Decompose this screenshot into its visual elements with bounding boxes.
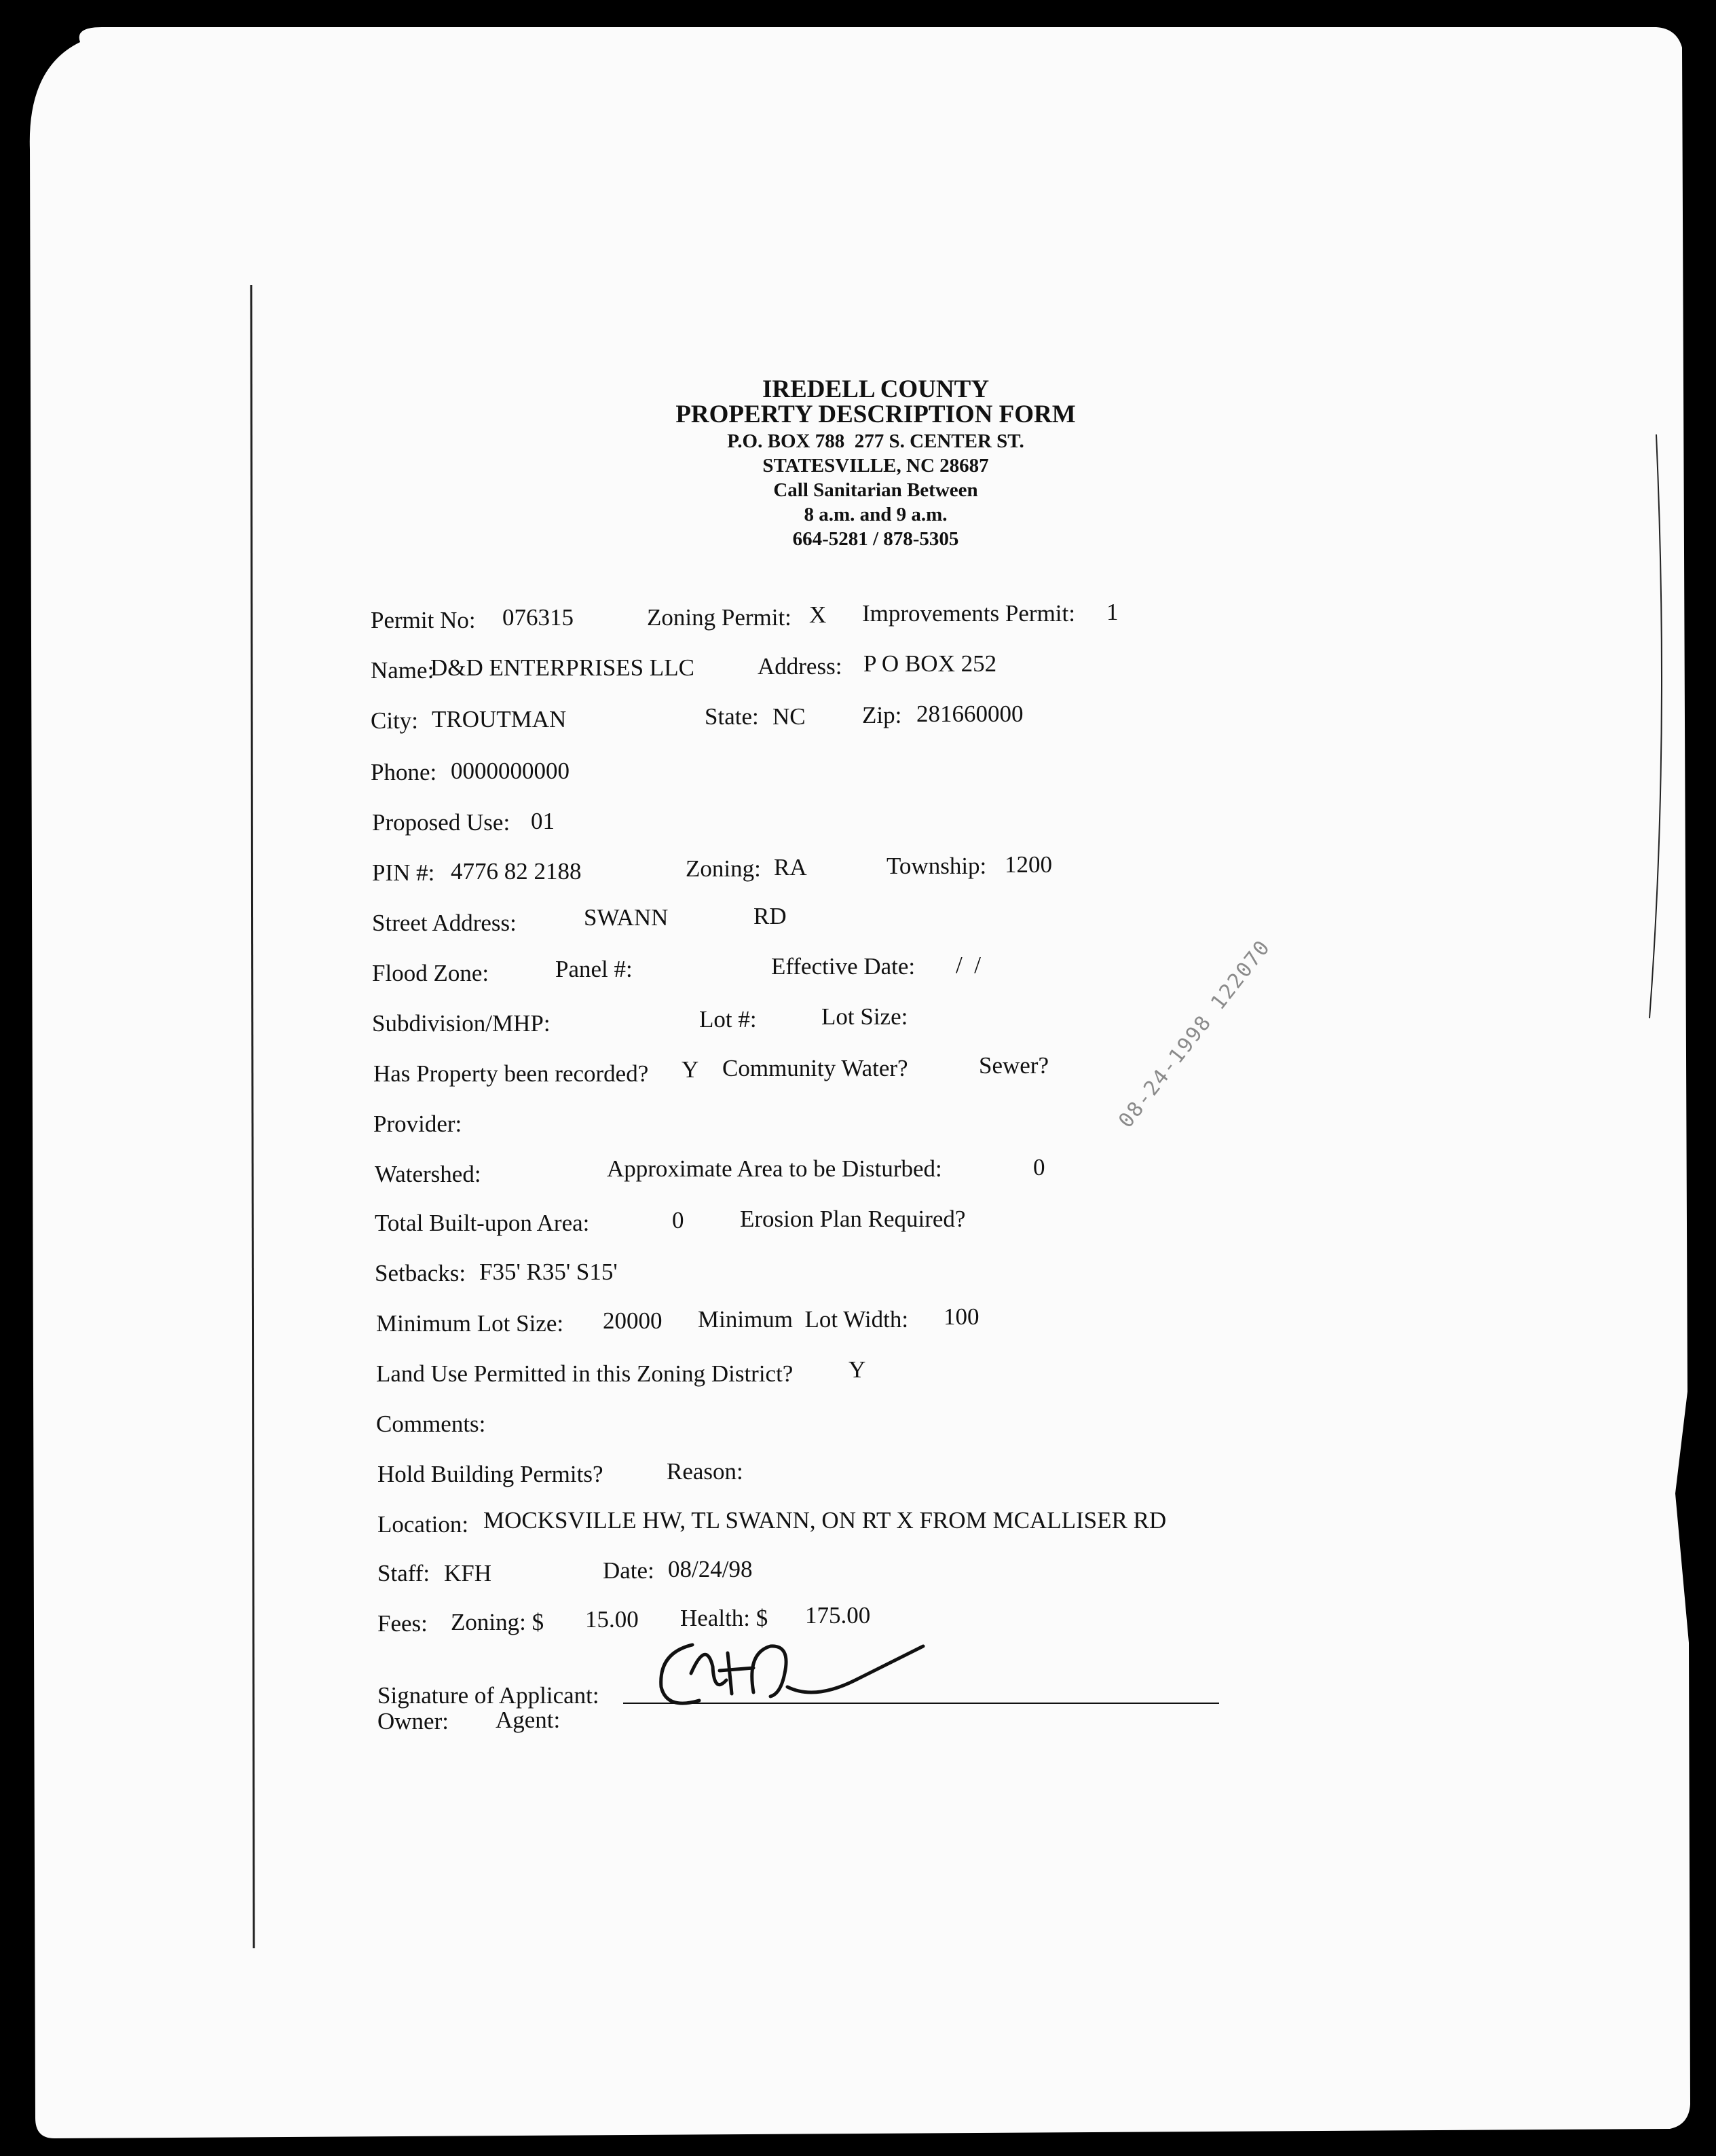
zoning-permit-label: Zoning Permit: [647,604,791,631]
subdivision-label: Subdivision/MHP: [372,1010,551,1037]
setbacks-label: Setbacks: [375,1260,466,1286]
erosion-plan-label: Erosion Plan Required? [740,1206,966,1232]
fees-zoning-label: Zoning: $ [451,1609,544,1635]
agent-label: Agent: [496,1707,561,1733]
provider-label: Provider: [373,1111,462,1137]
setbacks-value: F35' R35' S15' [479,1259,618,1285]
header-phones: 664-5281 / 878-5305 [792,528,959,550]
name-value: D&D ENTERPRISES LLC [430,654,694,681]
hold-permits-label: Hold Building Permits? [377,1461,603,1487]
fees-zoning-value: 15.00 [585,1606,639,1633]
header-call-line1: Call Sanitarian Between [773,479,978,501]
min-lot-width-value: 100 [944,1303,980,1330]
comments-label: Comments: [376,1411,486,1437]
permit-no-value: 076315 [502,604,574,631]
built-upon-value: 0 [672,1207,684,1233]
state-label: State: [705,703,759,730]
flood-zone-label: Flood Zone: [372,960,489,986]
proposed-use-label: Proposed Use: [372,809,510,836]
zoning-label: Zoning: [686,855,761,882]
reason-label: Reason: [667,1458,743,1485]
min-lot-size-value: 20000 [603,1307,663,1334]
zoning-value: RA [774,854,807,880]
area-disturbed-value: 0 [1033,1154,1045,1181]
form-title: PROPERTY DESCRIPTION FORM [675,401,1076,428]
location-label: Location: [377,1511,469,1538]
city-value: TROUTMAN [432,706,567,732]
fees-health-value: 175.00 [805,1602,871,1629]
applicant-signature [652,1626,937,1721]
proposed-use-value: 01 [531,808,555,834]
owner-label: Owner: [377,1708,449,1734]
signature-label: Signature of Applicant: [377,1682,599,1709]
staff-label: Staff: [377,1560,430,1586]
recorded-label: Has Property been recorded? [373,1060,649,1087]
township-value: 1200 [1005,851,1052,878]
fees-health-label: Health: $ [680,1605,768,1631]
community-water-label: Community Water? [722,1055,908,1081]
area-disturbed-label: Approximate Area to be Disturbed: [607,1155,942,1182]
staff-value: KFH [444,1560,492,1586]
date-label: Date: [603,1557,654,1584]
address-value: P O BOX 252 [863,650,997,677]
pin-value: 4776 82 2188 [451,858,582,885]
lot-size-label: Lot Size: [821,1003,908,1030]
land-use-value: Y [848,1356,866,1383]
name-label: Name: [371,657,434,684]
street-name-value: SWANN [584,904,669,931]
effective-date-value: / / [956,952,981,978]
lot-no-label: Lot #: [699,1006,757,1033]
land-use-label: Land Use Permitted in this Zoning District? [376,1360,794,1387]
zoning-permit-value: X [809,601,827,628]
improvements-permit-label: Improvements Permit: [862,600,1075,627]
phone-value: 0000000000 [451,758,570,784]
phone-label: Phone: [371,759,437,785]
location-value: MOCKSVILLE HW, TL SWANN, ON RT X FROM MCALLISER RD [483,1507,1167,1534]
city-label: City: [371,707,419,734]
watershed-label: Watershed: [375,1161,481,1187]
date-value: 08/24/98 [668,1556,753,1582]
zip-value: 281660000 [916,701,1024,727]
panel-label: Panel #: [555,956,633,982]
street-suffix-value: RD [753,903,787,929]
permit-no-label: Permit No: [371,607,476,633]
effective-date-label: Effective Date: [771,953,916,980]
header-address-line1: P.O. BOX 788 277 S. CENTER ST. [727,430,1024,452]
built-upon-label: Total Built-upon Area: [375,1210,590,1236]
header-call-line2: 8 a.m. and 9 a.m. [804,504,948,525]
fees-label: Fees: [377,1610,428,1637]
sewer-label: Sewer? [979,1052,1049,1079]
address-label: Address: [758,653,842,680]
date-stamp: 08-24-1998 122070 [1114,935,1275,1133]
pin-label: PIN #: [372,859,435,886]
recorded-value: Y [682,1056,699,1083]
state-value: NC [772,703,806,730]
min-lot-size-label: Minimum Lot Size: [376,1310,564,1337]
header-address-line2: STATESVILLE, NC 28687 [762,455,989,477]
township-label: Township: [887,853,987,879]
county-title: IREDELL COUNTY [762,375,990,403]
street-address-label: Street Address: [372,910,517,936]
zip-label: Zip: [862,702,902,728]
improvements-permit-value: 1 [1106,599,1119,625]
min-lot-width-label: Minimum Lot Width: [698,1306,909,1333]
